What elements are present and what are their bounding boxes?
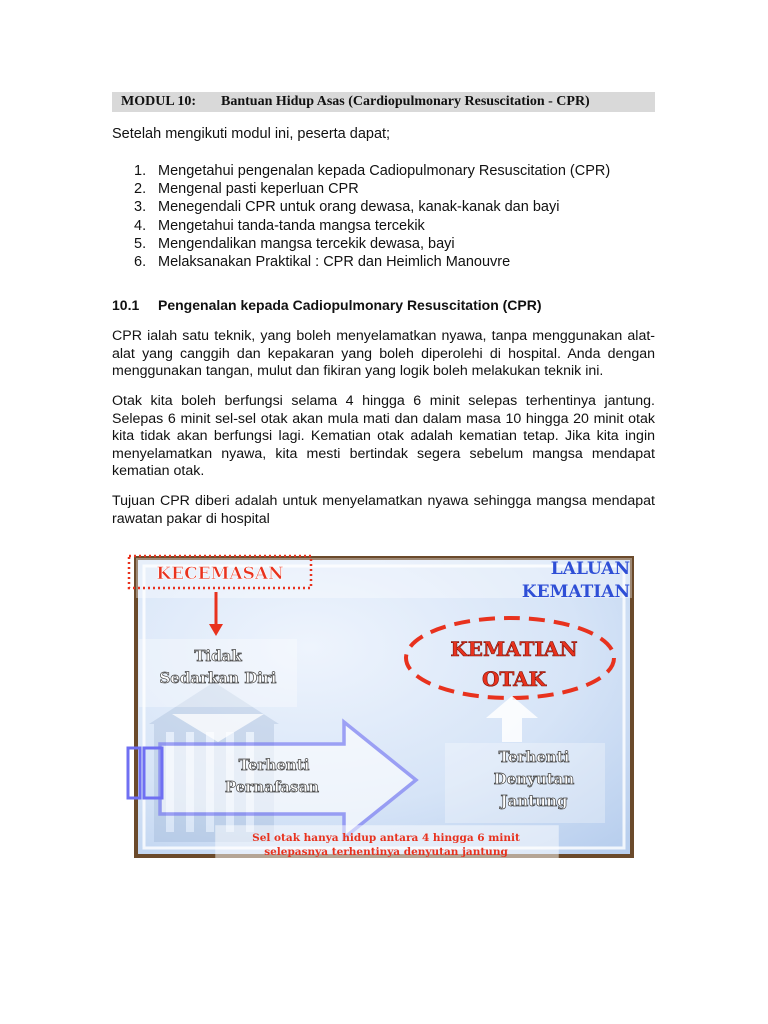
cpr-diagram xyxy=(124,552,640,862)
list-number: 4. xyxy=(134,217,147,234)
note-line1: Sel otak hanya hidup antara 4 hingga 6 minit xyxy=(252,832,520,844)
tidak-sedar-line1: Tidak xyxy=(194,647,242,665)
list-number: 2. xyxy=(134,181,147,198)
list-number: 1. xyxy=(134,163,147,179)
paragraph-brain-function: Otak kita boleh berfungsi selama 4 hingga 6 minit selepas terhentinya jantung. Selepas 6 minit sel-sel otak akan mula mati dan dalam masa 10 hingga 20 minit otak kita tidak akan berfungsi lagi. Kematian otak adalah kematian tetap. Jika kita ingin menyelamatkan nyawa, kita mesti bertindak segera sebelum mangsa mendapat kematian otak. xyxy=(112,393,655,480)
laluan-label-line2: KEMATIAN xyxy=(521,582,630,602)
jantung-line2: Denyutan xyxy=(493,770,575,788)
module-number: MODUL 10: xyxy=(121,94,197,109)
kematian-otak-line2: OTAK xyxy=(481,667,547,691)
jantung-line1: Terhenti xyxy=(498,748,570,766)
module-header-bar xyxy=(112,92,655,112)
list-text: Menegendali CPR untuk orang dewasa, kanak-kanak dan bayi xyxy=(158,199,560,216)
kecemasan-label: KECEMASAN xyxy=(156,564,284,584)
module-title: Bantuan Hidup Asas (Cardiopulmonary Resuscitation - CPR) xyxy=(221,94,590,109)
list-text: Mengendalikan mangsa tercekik dewasa, bayi xyxy=(158,235,455,252)
list-number: 6. xyxy=(134,253,147,270)
list-text: Mengetahui pengenalan kepada Cadiopulmonary Resuscitation (CPR) xyxy=(158,163,611,179)
note-line2: selepasnya terhentinya denyutan jantung xyxy=(264,846,508,858)
section-title: Pengenalan kepada Cadiopulmonary Resuscitation (CPR) xyxy=(158,297,542,313)
intro-text: Setelah mengikuti modul ini, peserta dapat; xyxy=(112,126,391,142)
list-text: Mengetahui tanda-tanda mangsa tercekik xyxy=(158,217,425,234)
section-number: 10.1 xyxy=(112,297,140,313)
paragraph-cpr-purpose: Tujuan CPR diberi adalah untuk menyelamatkan nyawa sehingga mangsa mendapat rawatan pakar di hospital xyxy=(112,493,655,527)
paragraph-cpr-definition: CPR ialah satu teknik, yang boleh menyelamatkan nyawa, tanpa menggunakan alat-alat yang canggih dan kepakaran yang boleh diperolehi di hospital. Anda dengan menggunakan tangan, mulut dan fikiran yang logik boleh melakukan teknik ini. xyxy=(112,328,655,380)
tidak-sedar-line2: Sedarkan Diri xyxy=(159,669,277,687)
pernafasan-line1: Terhenti xyxy=(238,756,310,774)
pernafasan-line2: Pernafasan xyxy=(224,778,320,796)
jantung-line3: Jantung xyxy=(500,792,568,810)
list-text: Melaksanakan Praktikal : CPR dan Heimlich Manouvre xyxy=(158,253,511,270)
list-number: 3. xyxy=(134,199,147,216)
laluan-label-line1: LALUAN xyxy=(550,559,630,579)
list-text: Mengenal pasti keperluan CPR xyxy=(158,181,359,198)
cpr-diagram-svg xyxy=(124,552,640,862)
list-number: 5. xyxy=(134,235,147,252)
kematian-otak-line1: KEMATIAN xyxy=(450,637,578,661)
